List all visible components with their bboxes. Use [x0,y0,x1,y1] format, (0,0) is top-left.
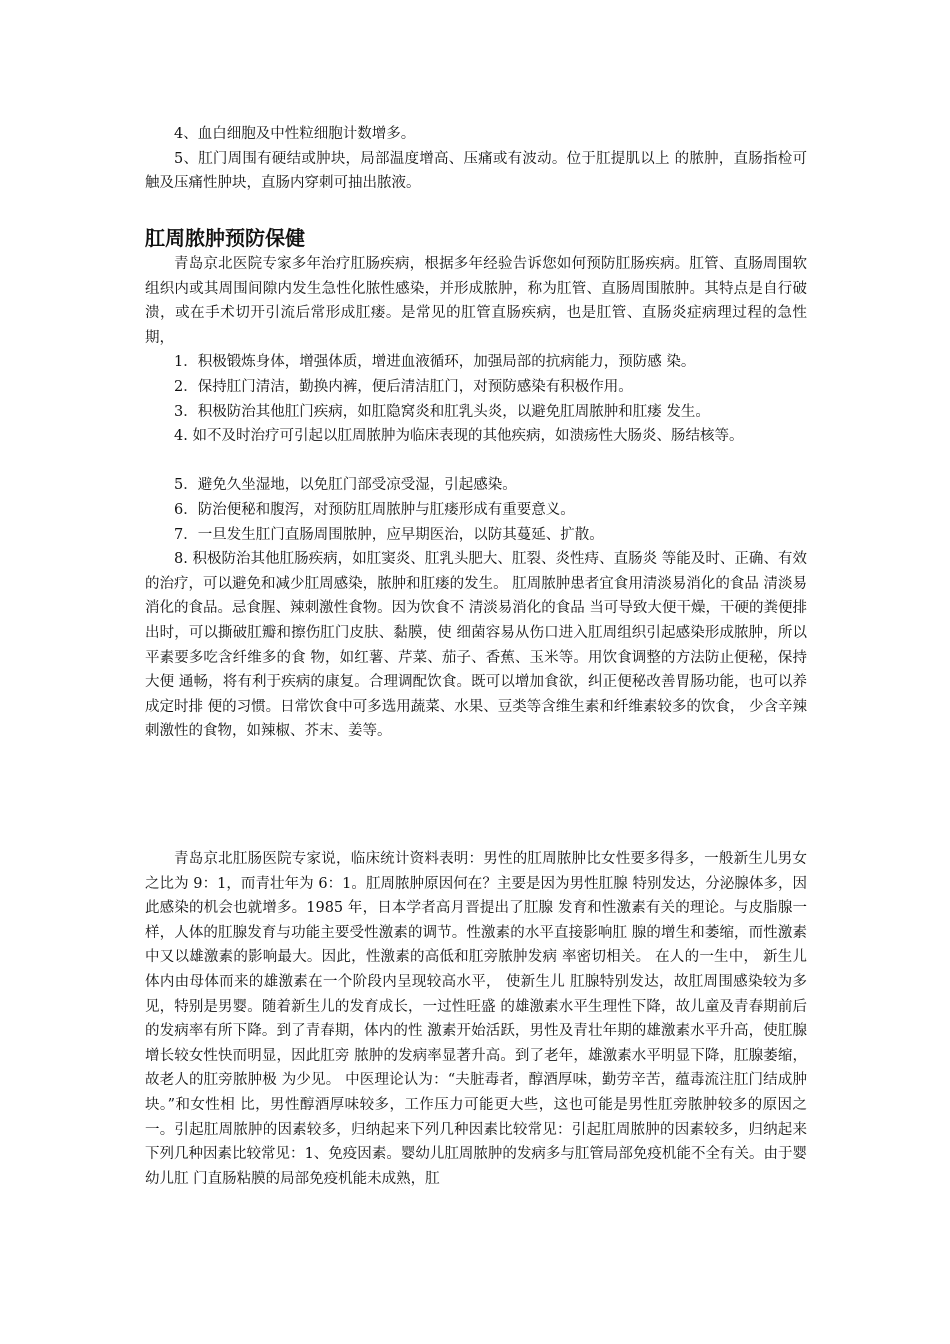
list-item: 6．防治便秘和腹泻，对预防肛周脓肿与肛瘘形成有重要意义。 [174,501,575,518]
list-item: 8. 积极防治其他肛肠疾病，如肛窦炎、肛乳头肥大、肛裂、炎性痔、直肠炎 等能及时、正确、有效的治疗，可以避免和减少肛周感染，脓肿和肛瘘的发生。 肛周脓肿患者宜食用清淡易消化的食品 清淡易消化的食品。忌食腥、辣刺激性食物。因为饮食不 清淡易消化的食品 当可导致大便干燥，干硬的粪便排出时，可以撕破肛瓣和擦伤肛门皮肤、黏膜，使 细菌容易从伤口进入肛周组织引起感染形成脓肿，所以平素要多吃含纤维多的食 物，如红薯、芹菜、茄子、香蕉、玉米等。用饮食调整的方法防止便秘，保持大便 通畅，将有利于疾病的康复。合理调配饮食。既可以增加食欲，纠正便秘改善胃肠功能，也可以养成定时排 便的习惯。日常饮食中可多选用蔬菜、水果、豆类等含维生素和纤维素较多的饮食， 少含辛辣刺激性的食物，如辣椒、芥末、姜等。 [145,551,807,740]
list-item: 3．积极防治其他肛门疾病，如肛隐窝炎和肛乳头炎，以避免肛周脓肿和肛瘘 发生。 [174,403,710,420]
list-item: 7．一旦发生肛门直肠周围脓肿，应早期医治，以防其蔓延、扩散。 [174,526,604,543]
closing-paragraph: 青岛京北肛肠医院专家说，临床统计资料表明：男性的肛周脓肿比女性要多得多，一般新生儿男女之比为 9：1，而青壮年为 6：1。肛周脓肿原因何在？主要是因为男性肛腺 特别发达，分泌腺体多，因此感染的机会也就增多。1985 年，日本学者高月晋提出了肛腺 发育和性激素有关的理论。与皮脂腺一样，人体的肛腺发育与功能主要受性激素的调节。性激素的水平直接影响肛 腺的增生和萎缩，而性激素中又以雄激素的影响最大。因此，性激素的高低和肛旁脓肿发病 率密切相关。 在人的一生中， 新生儿体内由母体而来的雄激素在一个阶段内呈现较高水平， 使新生儿 肛腺特别发达，故肛周围感染较为多见，特别是男婴。随着新生儿的发育成长，一过性旺盛 的雄激素水平生理性下降，故儿童及青春期前后的发病率有所下降。到了青春期，体内的性 激素开始活跃，男性及青壮年期的雄激素水平升高，使肛腺增长较女性快而明显，因此肛旁 脓肿的发病率显著升高。到了老年，雄激素水平明显下降，肛腺萎缩，故老人的肛旁脓肿极 为少见。 中医理论认为：“夫脏毒者，醇酒厚味，勤劳辛苦，蕴毒流注肛门结成肿块。”和女性相 比，男性醇酒厚味较多，工作压力可能更大些，这也可能是男性肛旁脓肿较多的原因之一。引起肛周脓肿的因素较多，归纳起来下列几种因素比较常见：引起肛周脓肿的因素较多，归纳起来下列几种因素比较常见：1、免疫因素。婴幼儿肛周脓肿的发病多与肛管局部免疫机能不全有关。由于婴幼儿肛 门直肠粘膜的局部免疫机能未成熟，肛 [145,851,807,1187]
intro-item: 4、血白细胞及中性粒细胞计数增多。 [174,126,416,142]
section-intro-paragraph: 青岛京北医院专家多年治疗肛肠疾病，根据多年经验告诉您如何预防肛肠疾病。肛管、直肠周围软组织内或其周围间隙内发生急性化脓性感染，并形成脓肿，称为肛管、直肠周围脓肿。其特点是自行破溃，或在手术切开引流后常形成肛瘘。是常见的肛管直肠疾病，也是肛管、直肠炎症病理过程的急性期， [145,256,807,346]
spacer [145,449,807,474]
prevention-block [145,252,807,744]
intro-item: 5、肛门周围有硬结或肿块，局部温度增高、压痛或有波动。位于肛提肌以上 的脓肿，直肠指检可触及压痛性肿块，直肠内穿刺可抽出脓液。 [145,150,807,192]
intro-block [145,122,807,196]
list-item: 1．积极锻炼身体，增强体质，增进血液循环，加强局部的抗病能力，预防感 染。 [174,354,696,371]
list-item: 2．保持肛门清洁，勤换内裤，便后清洁肛门，对预防感染有积极作用。 [174,378,633,395]
section-title: 肛周脓肿预防保健 [145,226,305,250]
list-item: 5．避免久坐湿地，以免肛门部受凉受湿，引起感染。 [174,477,517,494]
closing-block [145,847,807,1191]
list-item: 4. 如不及时治疗可引起以肛周脓肿为临床表现的其他疾病，如溃疡性大肠炎、肠结核等。 [174,428,744,445]
